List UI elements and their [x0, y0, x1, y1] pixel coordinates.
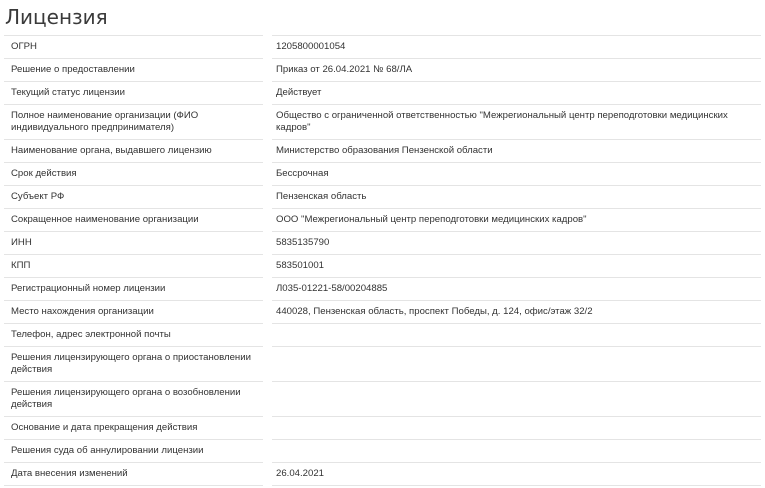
row-value: Министерство образования Пензенской области [272, 140, 761, 163]
row-label: Регистрационный номер лицензии [4, 278, 263, 301]
row-label: Срок действия [4, 163, 263, 186]
row-label: Телефон, адрес электронной почты [4, 324, 263, 347]
row-value [272, 440, 761, 463]
row-label: Решение о предоставлении [4, 59, 263, 82]
table-row-region [4, 186, 761, 209]
row-value: 5835135790 [272, 232, 761, 255]
row-value: Бессрочная [272, 163, 761, 186]
license-details-table [4, 35, 761, 486]
table-row-validity [4, 163, 761, 186]
table-row-registration-number [4, 278, 761, 301]
table-row-court-annulment [4, 440, 761, 463]
row-label: Наименование органа, выдавшего лицензию [4, 140, 263, 163]
row-value: ООО "Межрегиональный центр переподготовки медицинских кадров" [272, 209, 761, 232]
row-label: ИНН [4, 232, 263, 255]
row-label: Дата внесения изменений [4, 463, 263, 486]
row-label: Основание и дата прекращения действия [4, 417, 263, 440]
row-value [272, 382, 761, 417]
row-label: Полное наименование организации (ФИО индивидуального предпринимателя) [4, 105, 263, 140]
table-row-kpp [4, 255, 761, 278]
row-label: Решения суда об аннулировании лицензии [4, 440, 263, 463]
table-row-decision [4, 59, 761, 82]
table-row-termination [4, 417, 761, 440]
row-label: Субъект РФ [4, 186, 263, 209]
row-value [272, 347, 761, 382]
table-row-inn [4, 232, 761, 255]
row-value: 26.04.2021 [272, 463, 761, 486]
table-row-resumption [4, 382, 761, 417]
table-row-status [4, 82, 761, 105]
table-row-ogrn [4, 35, 761, 59]
table-row-address [4, 301, 761, 324]
row-value: 583501001 [272, 255, 761, 278]
table-row-short-name [4, 209, 761, 232]
row-label: Решения лицензирующего органа о возобновлении действия [4, 382, 263, 417]
row-value: Л035-01221-58/00204885 [272, 278, 761, 301]
row-value: 1205800001054 [272, 35, 761, 59]
row-value: 440028, Пензенская область, проспект Победы, д. 124, офис/этаж 32/2 [272, 301, 761, 324]
row-label: КПП [4, 255, 263, 278]
row-value [272, 417, 761, 440]
table-row-contacts [4, 324, 761, 347]
row-label: Решения лицензирующего органа о приостановлении действия [4, 347, 263, 382]
row-label: ОГРН [4, 35, 263, 59]
row-value: Пензенская область [272, 186, 761, 209]
table-row-issuing-authority [4, 140, 761, 163]
row-value: Общество с ограниченной ответственностью "Межрегиональный центр переподготовки медицинских кадров" [272, 105, 761, 140]
row-value: Действует [272, 82, 761, 105]
page-title: Лицензия [5, 5, 108, 29]
table-row-changes-date [4, 463, 761, 486]
row-value [272, 324, 761, 347]
table-row-suspension [4, 347, 761, 382]
row-value: Приказ от 26.04.2021 № 68/ЛА [272, 59, 761, 82]
table-row-full-name [4, 105, 761, 140]
row-label: Текущий статус лицензии [4, 82, 263, 105]
row-label: Место нахождения организации [4, 301, 263, 324]
row-label: Сокращенное наименование организации [4, 209, 263, 232]
